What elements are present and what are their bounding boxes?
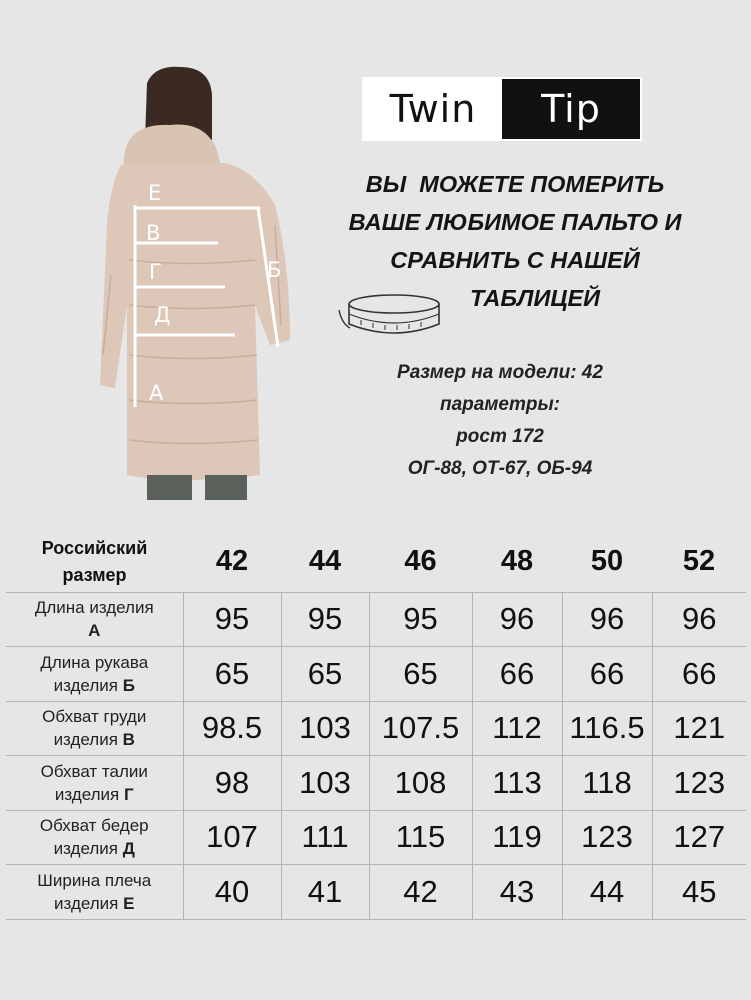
- label-d: Д: [154, 303, 171, 327]
- table-cell: 116.5: [562, 701, 652, 756]
- label-v: В: [146, 221, 161, 245]
- table-cell: 66: [562, 647, 652, 702]
- table-row: [6, 592, 746, 647]
- row-label-text-2: изделия: [53, 730, 118, 750]
- heading-line-4: ТАБЛИЦЕЙ: [469, 285, 601, 311]
- model-params-title: параметры:: [439, 394, 561, 415]
- table-cell: 95: [281, 592, 369, 647]
- row-label: [6, 756, 183, 811]
- row-letter: Б: [122, 675, 135, 695]
- table-cell: 107: [183, 810, 281, 865]
- row-label-text-2: изделия: [54, 893, 119, 913]
- row-label-text: Длина изделия: [34, 598, 154, 618]
- table-cell: 65: [183, 647, 281, 702]
- table-cell: 96: [472, 592, 562, 647]
- row-label-text: Обхват талии: [40, 761, 148, 781]
- table-cell: 95: [369, 592, 472, 647]
- table-cell: 98: [183, 756, 281, 811]
- row-label-text-2: изделия: [53, 839, 118, 859]
- table-cell: 44: [562, 865, 652, 920]
- row-label: [6, 810, 183, 865]
- row-letter: В: [122, 730, 135, 750]
- table-cell: 40: [183, 865, 281, 920]
- row-letter: Г: [123, 784, 134, 804]
- heading-line-1: ВЫ МОЖЕТЕ ПОМЕРИТЬ: [365, 171, 665, 197]
- table-cell: 96: [652, 592, 746, 647]
- row-letter: Е: [123, 893, 135, 913]
- heading-line-2: ВАШЕ ЛЮБИМОЕ ПАЛЬТО И: [348, 209, 682, 235]
- row-label-text-2: изделия: [54, 784, 120, 804]
- table-cell: 95: [183, 592, 281, 647]
- size-header: 42: [215, 545, 249, 578]
- label-b: Б: [267, 258, 282, 282]
- header-label-line-1: Российский: [41, 537, 148, 558]
- table-cell: 108: [369, 756, 472, 811]
- label-e: Е: [148, 181, 162, 205]
- header-label: [6, 532, 183, 592]
- size-header: 52: [682, 545, 716, 578]
- size-header: 46: [404, 545, 437, 578]
- row-label: [6, 647, 183, 702]
- table-cell: 66: [472, 647, 562, 702]
- table-cell: 42: [369, 865, 472, 920]
- row-label-text-2: изделия: [53, 675, 118, 695]
- table-row: [6, 647, 746, 702]
- label-a: А: [149, 381, 164, 405]
- model-measures: ОГ-88, ОТ-67, ОБ-94: [407, 458, 593, 479]
- row-letter: А: [88, 621, 101, 641]
- label-g: Г: [149, 260, 162, 284]
- table-cell: 41: [281, 865, 369, 920]
- table-cell: 65: [369, 647, 472, 702]
- table-row: [6, 810, 746, 865]
- row-label-text: Обхват бедер: [39, 816, 149, 836]
- table-cell: 112: [472, 701, 562, 756]
- table-cell: 111: [281, 810, 369, 865]
- size-header: 44: [308, 545, 342, 578]
- model-params: [340, 357, 660, 485]
- table-cell: 123: [652, 756, 746, 811]
- table-row: [6, 865, 746, 920]
- table-cell: 98.5: [183, 701, 281, 756]
- table-cell: 43: [472, 865, 562, 920]
- row-label: [6, 865, 183, 920]
- row-label-text: Ширина плеча: [37, 870, 152, 890]
- table-row: [6, 756, 746, 811]
- table-cell: 119: [472, 810, 562, 865]
- row-letter: Д: [122, 839, 135, 859]
- table-cell: 121: [652, 701, 746, 756]
- brand-logo-right: Tip: [502, 79, 640, 139]
- row-label-text: Обхват груди: [42, 707, 147, 727]
- table-cell: 127: [652, 810, 746, 865]
- table-cell: 66: [652, 647, 746, 702]
- table-cell: 103: [281, 756, 369, 811]
- row-label: [6, 592, 183, 647]
- row-label: [6, 701, 183, 756]
- heading-line-3: СРАВНИТЬ С НАШЕЙ: [390, 247, 640, 273]
- model-size: Размер на модели: 42: [397, 362, 603, 383]
- table-cell: 96: [562, 592, 652, 647]
- measuring-tape-icon: [336, 290, 446, 346]
- table-cell: 45: [652, 865, 746, 920]
- brand-logo-left: Twin: [364, 79, 502, 139]
- model-height: рост 172: [456, 426, 544, 447]
- table-header-row: [6, 532, 746, 592]
- brand-logo: [362, 77, 642, 141]
- table-cell: 107.5: [369, 701, 472, 756]
- table-cell: 115: [369, 810, 472, 865]
- table-cell: 103: [281, 701, 369, 756]
- table-cell: 113: [472, 756, 562, 811]
- size-header: 48: [500, 545, 534, 578]
- size-table: [6, 532, 746, 920]
- size-header: 50: [590, 545, 624, 578]
- model-figure: [85, 55, 315, 500]
- table-row: [6, 701, 746, 756]
- table-cell: 123: [562, 810, 652, 865]
- header-label-line-2: размер: [62, 564, 127, 585]
- table-cell: 65: [281, 647, 369, 702]
- table-cell: 118: [562, 756, 652, 811]
- row-label-text: Длина рукава: [40, 652, 149, 672]
